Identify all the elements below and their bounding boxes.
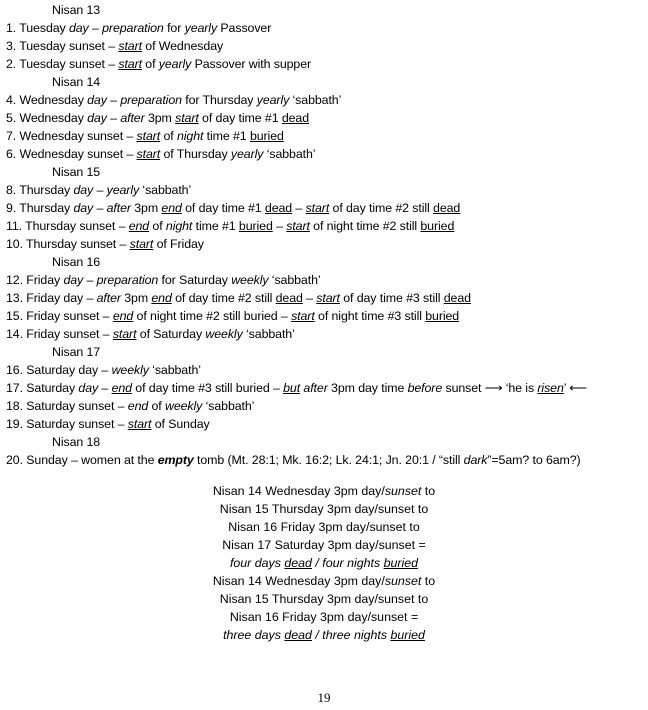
summary-line xyxy=(0,536,648,554)
text-segment: of day time #2 still xyxy=(171,291,276,305)
text-segment: – xyxy=(88,21,103,35)
text-segment: after xyxy=(96,291,121,305)
text-segment: day xyxy=(68,21,89,35)
text-segment: to xyxy=(421,574,436,588)
timeline-entry xyxy=(6,91,646,109)
text-segment: ’ ⟵ xyxy=(563,381,587,395)
text-segment: – xyxy=(93,201,107,215)
timeline-entry xyxy=(6,19,646,37)
text-segment: Nisan 15 Thursday 3pm day/sunset to xyxy=(219,592,429,606)
text-segment: 10. Thursday sunset – xyxy=(6,237,130,251)
text-segment: night xyxy=(176,129,204,143)
summary-line xyxy=(0,518,648,536)
text-segment: of day time #1 xyxy=(181,201,265,215)
timeline-entry xyxy=(6,109,646,127)
timeline-entry xyxy=(6,361,646,379)
text-segment: end xyxy=(161,201,182,215)
text-segment: start xyxy=(118,57,142,71)
timeline-entry xyxy=(6,397,646,415)
text-segment: sunset ⟶ ‘he is xyxy=(442,381,538,395)
text-segment: dead xyxy=(443,291,471,305)
text-segment: day xyxy=(73,183,94,197)
text-segment: after xyxy=(303,381,328,395)
text-segment: 17. Saturday xyxy=(6,381,79,395)
text-segment: buried xyxy=(425,309,460,323)
text-segment: buried xyxy=(238,219,273,233)
text-segment: 3pm day time xyxy=(327,381,408,395)
text-segment: dead xyxy=(433,201,461,215)
timeline-entry xyxy=(6,325,646,343)
text-segment: Nisan 15 Thursday 3pm day/sunset to xyxy=(219,502,429,516)
text-segment: 19. Saturday sunset – xyxy=(6,417,128,431)
text-segment: day xyxy=(87,93,107,107)
text-segment: preparation xyxy=(102,21,164,35)
text-segment: day xyxy=(78,381,99,395)
text-segment: of Wednesday xyxy=(141,39,224,53)
text-segment: of xyxy=(148,399,165,413)
text-segment: ‘sabbath’ xyxy=(263,147,316,161)
text-segment: / xyxy=(311,556,323,570)
text-segment: Passover with supper xyxy=(191,57,312,71)
text-segment: weekly xyxy=(111,363,149,377)
timeline-entry xyxy=(6,289,646,307)
timeline-entry xyxy=(6,127,646,145)
text-segment: – xyxy=(98,381,112,395)
text-segment: Nisan 14 Wednesday 3pm day/ xyxy=(212,484,385,498)
text-segment: night xyxy=(165,219,193,233)
nisan-heading xyxy=(6,253,646,271)
text-segment: start xyxy=(136,129,161,143)
text-segment: 16. Saturday day – xyxy=(6,363,112,377)
summary-line xyxy=(0,626,648,644)
text-segment: but xyxy=(283,381,301,395)
text-segment: buried xyxy=(390,628,425,642)
text-segment: start xyxy=(305,201,330,215)
timeline-entry xyxy=(6,181,646,199)
text-segment: ‘sabbath’ xyxy=(139,183,192,197)
text-segment: Nisan 13 xyxy=(52,3,101,17)
nisan-heading xyxy=(6,343,646,361)
timeline-entry xyxy=(6,199,646,217)
text-segment: start xyxy=(286,219,310,233)
text-segment: buried xyxy=(249,129,284,143)
text-segment: to xyxy=(421,484,436,498)
text-segment: dead xyxy=(281,111,310,125)
text-segment: weekly xyxy=(165,399,203,413)
timeline-entry xyxy=(6,217,646,235)
text-segment: of Saturday xyxy=(136,327,206,341)
text-segment: 6. Wednesday sunset – xyxy=(6,147,137,161)
text-segment: 13. Friday day – xyxy=(6,291,97,305)
text-segment: of xyxy=(149,219,166,233)
text-segment: of day time #2 still xyxy=(329,201,434,215)
text-segment: – xyxy=(302,291,317,305)
text-segment: days xyxy=(251,556,285,570)
nisan-heading xyxy=(6,1,646,19)
text-segment: dead xyxy=(264,201,293,215)
text-segment: 4. Wednesday xyxy=(6,93,88,107)
timeline-entry xyxy=(6,271,646,289)
text-segment: before xyxy=(407,381,443,395)
text-segment: tomb (Mt. 28:1; Mk. 16:2; Lk. 24:1; Jn. 20:1 / “still xyxy=(193,453,464,467)
text-segment: end xyxy=(151,291,172,305)
timeline-entry xyxy=(6,37,646,55)
text-segment: dead xyxy=(275,291,303,305)
text-segment: for Thursday xyxy=(181,93,257,107)
text-segment: for Saturday xyxy=(158,273,232,287)
text-segment: of Sunday xyxy=(151,417,210,431)
text-segment: of night time #3 still xyxy=(314,309,426,323)
text-segment: 2. Tuesday sunset – xyxy=(6,57,119,71)
text-segment: weekly xyxy=(231,273,269,287)
text-segment: three xyxy=(322,628,351,642)
text-segment: yearly xyxy=(256,93,290,107)
text-segment: of day time #3 still xyxy=(339,291,444,305)
text-segment: end xyxy=(112,309,134,323)
text-segment: Nisan 16 Friday 3pm day/sunset to xyxy=(228,520,420,534)
text-segment: of xyxy=(160,129,177,143)
text-segment: end xyxy=(111,381,132,395)
text-segment: – xyxy=(83,273,97,287)
text-segment: of Thursday xyxy=(160,147,231,161)
summary-line xyxy=(0,554,648,572)
text-segment: of night time #2 still buried – xyxy=(133,309,292,323)
text-segment: Nisan 15 xyxy=(52,165,101,179)
text-segment: yearly xyxy=(158,57,192,71)
text-segment: start xyxy=(136,147,161,161)
text-segment: sunset xyxy=(384,484,422,498)
text-segment: start xyxy=(118,39,142,53)
text-segment: yearly xyxy=(230,147,264,161)
text-segment: Nisan 14 xyxy=(52,75,101,89)
text-segment: weekly xyxy=(205,327,243,341)
text-segment: ”=5am? to 6am?) xyxy=(487,453,581,467)
text-segment: 7. Wednesday sunset – xyxy=(6,129,137,143)
timeline-entry xyxy=(6,379,646,397)
text-segment: – xyxy=(272,219,287,233)
text-segment: Nisan 18 xyxy=(52,435,101,449)
text-segment: Nisan 14 Wednesday 3pm day/ xyxy=(212,574,385,588)
text-segment: buried xyxy=(383,556,419,570)
text-segment: 5. Wednesday xyxy=(6,111,88,125)
text-segment: – xyxy=(106,93,121,107)
text-segment: dark xyxy=(463,453,488,467)
text-segment: dead xyxy=(284,628,312,642)
text-segment: of xyxy=(141,57,159,71)
text-segment: nights xyxy=(343,556,384,570)
text-segment: start xyxy=(175,111,199,125)
nisan-heading xyxy=(6,163,646,181)
text-segment: three xyxy=(223,628,252,642)
text-segment: end xyxy=(128,219,150,233)
text-segment: preparation xyxy=(120,93,182,107)
text-segment: 3pm xyxy=(130,201,162,215)
text-segment: Nisan 16 xyxy=(52,255,101,269)
text-segment: risen xyxy=(537,381,564,395)
text-segment: Passover xyxy=(217,21,272,35)
text-segment: sunset xyxy=(384,574,422,588)
timeline-entry xyxy=(6,307,646,325)
timeline-entry xyxy=(6,451,646,469)
nisan-heading xyxy=(6,73,646,91)
text-segment: start xyxy=(127,417,152,431)
text-segment: ‘sabbath’ xyxy=(268,273,321,287)
text-segment: – xyxy=(292,201,306,215)
text-segment: ‘sabbath’ xyxy=(148,363,201,377)
text-segment: after xyxy=(106,201,131,215)
text-segment: ‘sabbath’ xyxy=(202,399,255,413)
text-segment: nights xyxy=(350,628,391,642)
text-segment: days xyxy=(251,628,285,642)
text-segment: after xyxy=(120,111,145,125)
summary-line xyxy=(0,572,648,590)
text-segment: 9. Thursday xyxy=(6,201,74,215)
text-segment: 15. Friday sunset – xyxy=(6,309,113,323)
text-segment: 20. Sunday – women at the xyxy=(6,453,158,467)
text-segment: Nisan 16 Friday 3pm day/sunset = xyxy=(229,610,419,624)
text-segment: 12. Friday xyxy=(6,273,64,287)
text-segment: Nisan 17 xyxy=(52,345,101,359)
text-segment: 1. Tuesday xyxy=(6,21,69,35)
text-segment: start xyxy=(129,237,154,251)
text-segment: start xyxy=(316,291,340,305)
text-segment: of day time #3 still buried – xyxy=(131,381,284,395)
text-segment: – xyxy=(93,183,107,197)
text-segment: of Friday xyxy=(153,237,204,251)
text-segment: for xyxy=(163,21,185,35)
text-segment: 3pm xyxy=(120,291,152,305)
text-segment: end xyxy=(127,399,149,413)
timeline-entry xyxy=(6,55,646,73)
text-segment: buried xyxy=(420,219,455,233)
text-segment: empty xyxy=(157,453,194,467)
text-segment: time #1 xyxy=(203,129,250,143)
text-segment: four xyxy=(229,556,252,570)
text-segment: 3. Tuesday sunset – xyxy=(6,39,119,53)
text-segment: 14. Friday sunset – xyxy=(6,327,113,341)
text-segment: dead xyxy=(284,556,312,570)
timeline-entry xyxy=(6,145,646,163)
text-segment: Nisan 17 Saturday 3pm day/sunset = xyxy=(222,538,426,552)
text-segment: – xyxy=(106,111,121,125)
summary-line xyxy=(0,482,648,500)
page-number: 19 xyxy=(317,690,331,705)
summary-line xyxy=(0,608,648,626)
text-segment: 18. Saturday sunset – xyxy=(6,399,128,413)
text-segment: start xyxy=(112,327,137,341)
text-segment: 11. Thursday sunset – xyxy=(6,219,129,233)
text-segment: ‘sabbath’ xyxy=(242,327,295,341)
text-segment: day xyxy=(87,111,107,125)
text-segment: 8. Thursday xyxy=(6,183,74,197)
timeline-entry xyxy=(6,415,646,433)
text-segment: time #1 xyxy=(192,219,239,233)
nisan-heading xyxy=(6,433,646,451)
text-segment: yearly xyxy=(106,183,140,197)
text-segment: day xyxy=(73,201,94,215)
summary-line xyxy=(0,500,648,518)
text-segment: of night time #2 still xyxy=(309,219,421,233)
text-segment: start xyxy=(291,309,315,323)
text-segment: preparation xyxy=(96,273,159,287)
text-segment: yearly xyxy=(184,21,218,35)
text-segment: ‘sabbath’ xyxy=(289,93,342,107)
text-segment: of day time #1 xyxy=(198,111,282,125)
text-segment: day xyxy=(63,273,84,287)
text-segment: four xyxy=(322,556,344,570)
summary-line xyxy=(0,590,648,608)
timeline-entry xyxy=(6,235,646,253)
text-segment: / xyxy=(311,628,323,642)
text-segment: 3pm xyxy=(144,111,176,125)
